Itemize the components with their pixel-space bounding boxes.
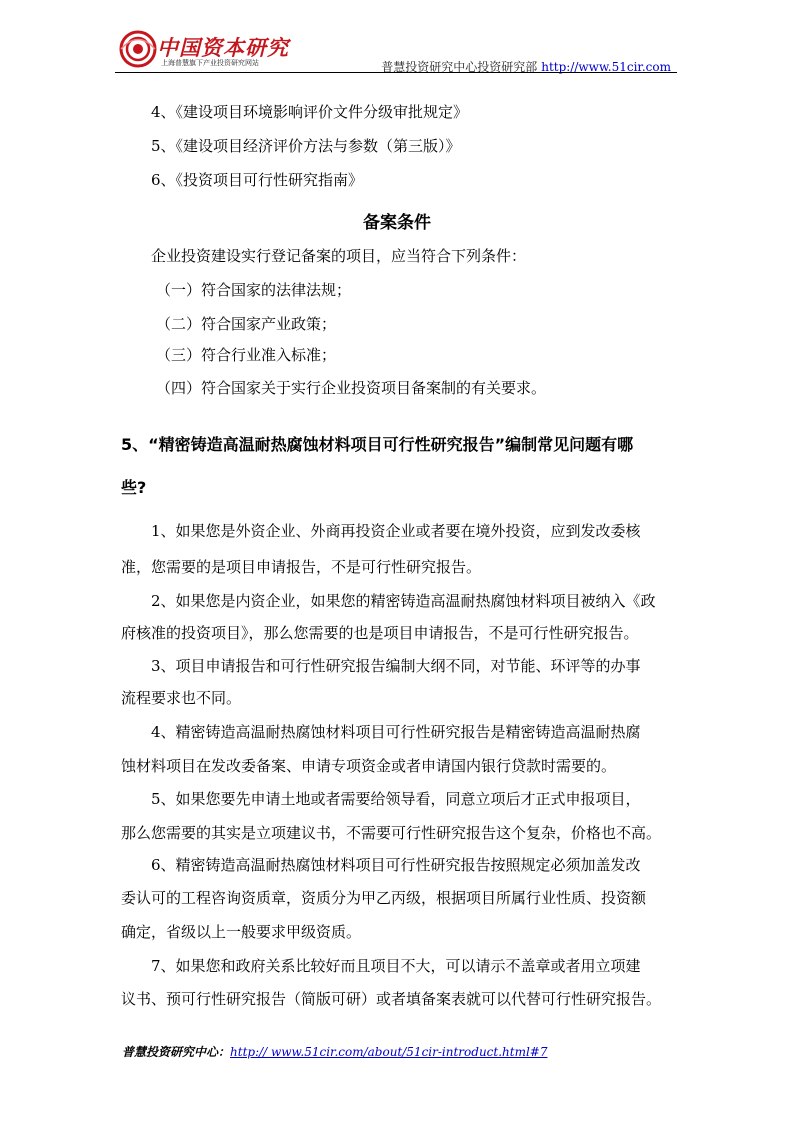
condition-item: （三）符合行业准入标准； — [156, 346, 337, 364]
header-link[interactable]: http://www.51cir.com — [541, 60, 671, 74]
footer-link[interactable]: http:// www.51cir.com/about/51cir-introduct.html#7 — [230, 1045, 548, 1059]
site-logo[interactable] — [115, 28, 295, 70]
answer-line: 4、精密铸造高温耐热腐蚀材料项目可行性研究报告是精密铸造高温耐热腐 — [151, 723, 641, 741]
section-title: 备案条件 — [363, 213, 431, 233]
answer-line: 5、如果您要先申请土地或者需要给领导看，同意立项后才正式申报项目， — [151, 790, 641, 808]
answer-line: 委认可的工程咨询资质章，资质分为甲乙丙级，根据项目所属行业性质、投资额 — [121, 889, 647, 907]
answer-line: 7、如果您和政府关系比较好而且项目不大，可以请示不盖章或者用立项建 — [151, 957, 641, 975]
answer-line: 蚀材料项目在发改委备案、申请专项资金或者申请国内银行贷款时需要的。 — [121, 757, 617, 775]
header-org: 普慧投资研究中心投资研究部 — [381, 60, 538, 74]
logo-title: 中国资本研究 — [157, 35, 289, 60]
condition-item: （一）符合国家的法律法规； — [156, 281, 352, 299]
header-divider — [115, 72, 677, 73]
condition-item: （四）符合国家关于实行企业投资项目备案制的有关要求。 — [156, 379, 547, 397]
answer-line: 准，您需要的是项目申请报告，不是可行性研究报告。 — [121, 558, 482, 576]
logo-swirl-icon — [119, 30, 157, 68]
logo-subtitle: 上海普慧旗下产业投资研究网站 — [161, 59, 259, 67]
answer-line: 确定，省级以上一般要求甲级资质。 — [121, 923, 362, 941]
page-header — [115, 28, 677, 74]
answer-line: 流程要求也不同。 — [121, 689, 242, 707]
answer-line: 1、如果您是外资企业、外商再投资企业或者要在境外投资，应到发改委核 — [151, 522, 641, 540]
ref-item: 6、《投资项目可行性研究指南》 — [151, 171, 364, 189]
question-heading-cont: 些? — [121, 478, 147, 497]
answer-line: 3、项目申请报告和可行性研究报告编制大纲不同，对节能、环评等的办事 — [151, 657, 641, 675]
intro-text: 企业投资建设实行登记备案的项目，应当符合下列条件： — [151, 247, 527, 265]
answer-line: 6、精密铸造高温耐热腐蚀材料项目可行性研究报告按照规定必须加盖发改 — [151, 856, 641, 874]
answer-line: 府核准的投资项目》，那么您需要的也是项目申请报告，不是可行性研究报告。 — [121, 624, 639, 642]
footer-label: 普慧投资研究中心： — [122, 1045, 231, 1059]
condition-item: （二）符合国家产业政策； — [156, 315, 337, 333]
answer-line: 议书、预可行性研究报告（简版可研）或者填备案表就可以代替可行性研究报告。 — [121, 990, 662, 1008]
ref-item: 5、《建设项目经济评价方法与参数（第三版）》 — [151, 137, 461, 155]
question-heading: 5、“精密铸造高温耐热腐蚀材料项目可行性研究报告”编制常见问题有哪 — [121, 435, 634, 454]
answer-line: 那么您需要的其实是立项建议书，不需要可行性研究报告这个复杂，价格也不高。 — [121, 824, 662, 842]
answer-line: 2、如果您是内资企业，如果您的精密铸造高温耐热腐蚀材料项目被纳入《政 — [151, 592, 656, 610]
page-footer — [122, 1043, 548, 1060]
ref-item: 4、《建设项目环境影响评价文件分级审批规定》 — [151, 103, 469, 121]
